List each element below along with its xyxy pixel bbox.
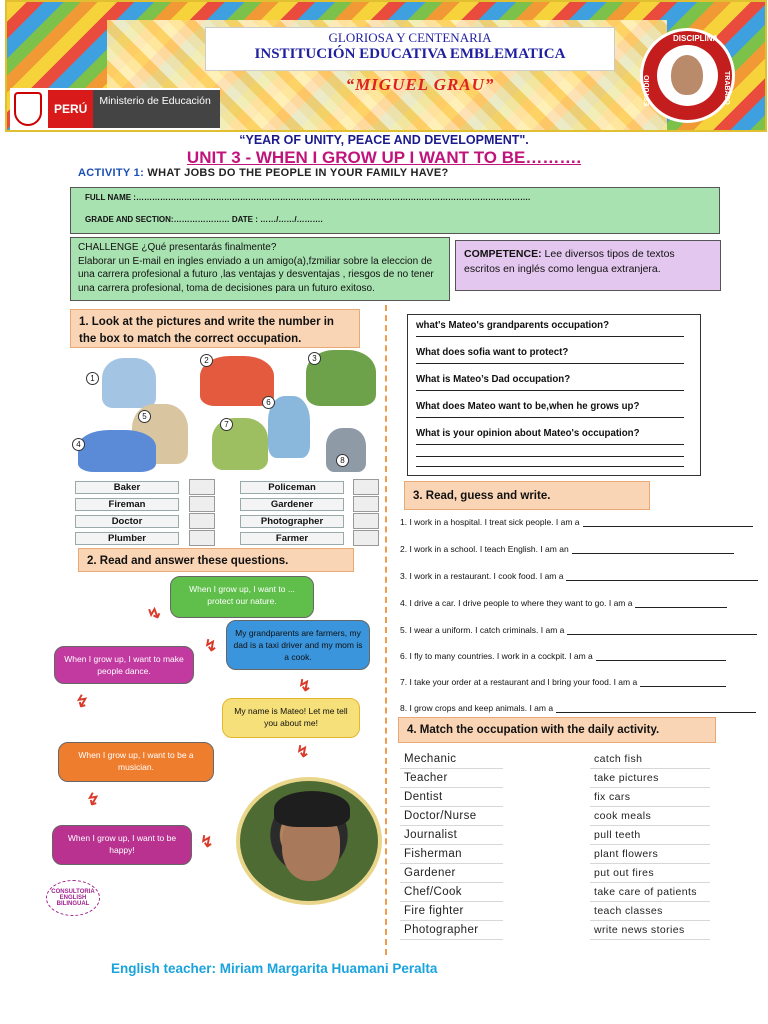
picture-number: 3: [308, 352, 321, 365]
seal-portrait-icon: [671, 55, 703, 95]
answer-line[interactable]: [640, 679, 726, 687]
zigzag-arrow-icon: ↯: [200, 834, 214, 851]
speech-bubble: My name is Mateo! Let me tell you about me!: [222, 698, 360, 738]
school-title-box: [205, 27, 615, 71]
school-name: “MIGUEL GRAU”: [345, 75, 495, 94]
activity-item[interactable]: take care of patients: [590, 883, 710, 902]
zigzag-arrow-icon: ↯: [83, 790, 102, 811]
speech-bubble: When I grow up, I want to be a musician.: [58, 742, 214, 782]
guess-text: 1. I work in a hospital. I treat sick people. I am a: [400, 517, 580, 527]
guess-text: 4. I drive a car. I drive people to where they want to go. I am a: [400, 598, 633, 608]
picture-number: 2: [200, 354, 213, 367]
zigzag-arrow-icon: ↯: [204, 638, 218, 655]
job-label: Doctor: [75, 515, 179, 528]
guess-text: 2. I work in a school. I teach English. I am an: [400, 544, 569, 554]
challenge-text: Elaborar un E-mail en ingles enviado a un amigo(a),fzmiliar sobre la eleccion de una carrera profesional a futuro ,las ventajas y desventajas , riesgos de no tener una carrera profesional, toma de decisiones para un futuro exitoso.: [78, 255, 434, 294]
guess-item: [400, 544, 734, 554]
answer-line[interactable]: [572, 546, 734, 554]
job-label: Gardener: [240, 498, 344, 511]
mateo-photo: [236, 777, 382, 905]
question-text: what's Mateo's grandparents occupation?: [416, 320, 610, 331]
seal-center: [657, 45, 718, 106]
occupation-item[interactable]: Journalist: [400, 826, 503, 845]
answer-box[interactable]: [353, 496, 379, 512]
question-item: [416, 347, 692, 374]
answer-line[interactable]: [416, 358, 684, 364]
answer-line[interactable]: [556, 705, 756, 713]
answer-box[interactable]: [189, 479, 215, 495]
peru-label: PERÚ: [48, 90, 93, 128]
guess-text: 8. I grow crops and keep animals. I am a: [400, 703, 554, 713]
school-line2: INSTITUCIÓN EDUCATIVA EMBLEMATICA: [254, 46, 566, 62]
year-line: “YEAR OF UNITY, PEACE AND DEVELOPMENT".: [239, 133, 529, 147]
peru-shield-icon: [14, 92, 42, 126]
guess-item: [400, 651, 726, 661]
picture-number: 4: [72, 438, 85, 451]
speech-bubble: My grandparents are farmers, my dad is a taxi driver and my mom is a cook.: [226, 620, 370, 670]
occupation-item[interactable]: Gardener: [400, 864, 503, 883]
section1-title: 1. Look at the pictures and write the number in the box to match the correct occupation.: [70, 309, 360, 348]
stamp-logo: CONSULTORIA ENGLISH BILINGUAL: [46, 880, 100, 916]
question-item: [416, 428, 692, 468]
guess-text: 3. I work in a restaurant. I cook food. I am a: [400, 571, 564, 581]
question-text: What is your opinion about Mateo's occupation?: [416, 428, 640, 439]
ministry-label: Ministerio de Educación: [93, 90, 220, 128]
seal-word-left: ESTUDIO: [644, 75, 651, 107]
speech-bubble: When I grow up, I want to ... protect our nature.: [170, 576, 314, 618]
occupation-item[interactable]: Chef/Cook: [400, 883, 503, 902]
activity-item[interactable]: teach classes: [590, 902, 710, 921]
guess-text: 5. I wear a uniform. I catch criminals. I am a: [400, 625, 565, 635]
picture-number: 8: [336, 454, 349, 467]
answer-line[interactable]: [566, 573, 758, 581]
question-text: What is Mateo’s Dad occupation?: [416, 374, 571, 385]
picture-number: 6: [262, 396, 275, 409]
answer-line[interactable]: [416, 412, 684, 418]
answer-box[interactable]: [189, 530, 215, 546]
plumber-picture: [102, 358, 156, 408]
activity-label: ACTIVITY 1:: [78, 167, 145, 179]
question-item: [416, 374, 692, 401]
occupation-item[interactable]: Doctor/Nurse: [400, 807, 503, 826]
occupation-item[interactable]: Dentist: [400, 788, 503, 807]
activity-item[interactable]: take pictures: [590, 769, 710, 788]
occupation-pictures: [70, 350, 380, 475]
zigzag-arrow-icon: ↯: [72, 692, 91, 713]
job-label: Farmer: [240, 532, 344, 545]
activity-line: [78, 167, 449, 179]
challenge-box: [70, 237, 450, 301]
column-divider: [385, 305, 387, 955]
picture-number: 7: [220, 418, 233, 431]
occupation-item[interactable]: Fisherman: [400, 845, 503, 864]
zigzag-arrow-icon: ↯: [144, 603, 166, 626]
guess-item: [400, 677, 726, 687]
answer-line[interactable]: [583, 519, 753, 527]
answer-line[interactable]: [416, 331, 684, 337]
section2-title: 2. Read and answer these questions.: [78, 548, 354, 572]
grade-date-field[interactable]: GRADE AND SECTION:………………… DATE : ……/……/……….: [85, 215, 323, 224]
job-label: Plumber: [75, 532, 179, 545]
guess-item: [400, 571, 758, 581]
student-info-box: [70, 187, 720, 234]
teacher-name: English teacher: Miriam Margarita Huamani Peralta: [111, 961, 438, 976]
challenge-title: CHALLENGE ¿Qué presentarás finalmente?: [78, 242, 277, 253]
guess-item: [400, 625, 757, 635]
zigzag-arrow-icon: ↯: [296, 744, 310, 761]
answer-line[interactable]: [416, 445, 684, 457]
activity-item[interactable]: pull teeth: [590, 826, 710, 845]
question-item: [416, 320, 692, 347]
answer-box[interactable]: [353, 513, 379, 529]
answer-box[interactable]: [353, 530, 379, 546]
boy-hair: [274, 791, 350, 827]
answer-line[interactable]: [567, 627, 757, 635]
job-label: Policeman: [240, 481, 344, 494]
activity-item[interactable]: cook meals: [590, 807, 710, 826]
job-label: Photographer: [240, 515, 344, 528]
occupation-item[interactable]: Mechanic: [400, 750, 503, 769]
activity-item[interactable]: catch fish: [590, 750, 710, 769]
competence-box: [455, 240, 721, 291]
unit-title: UNIT 3 - WHEN I GROW UP I WANT TO BE……….: [186, 148, 582, 167]
occupation-item[interactable]: Teacher: [400, 769, 503, 788]
activity-item[interactable]: fix cars: [590, 788, 710, 807]
guess-item: [400, 517, 753, 527]
competence-label: COMPETENCE:: [464, 248, 542, 260]
answer-line[interactable]: [416, 385, 684, 391]
activity-item[interactable]: write news stories: [590, 921, 710, 940]
answer-line[interactable]: [596, 653, 726, 661]
guess-item: [400, 703, 756, 713]
questions-box: [407, 314, 701, 476]
answer-box[interactable]: [189, 513, 215, 529]
occupation-item[interactable]: Fire fighter: [400, 902, 503, 921]
question-item: [416, 401, 692, 428]
seal-word-top: DISCIPLINA: [673, 34, 719, 43]
job-label: Baker: [75, 481, 179, 494]
speech-bubble: When I grow up, I want to make people dance.: [54, 646, 194, 684]
section3-title: 3. Read, guess and write.: [404, 481, 650, 510]
activity-item[interactable]: plant flowers: [590, 845, 710, 864]
guess-item: [400, 598, 727, 608]
answer-box[interactable]: [189, 496, 215, 512]
job-label: Fireman: [75, 498, 179, 511]
answer-line[interactable]: [635, 600, 727, 608]
seal-word-right: TRABAJO: [723, 71, 730, 105]
occupation-item[interactable]: Photographer: [400, 921, 503, 940]
ministry-logo: [10, 88, 220, 130]
speech-bubble: When I grow up, I want to be happy!: [52, 825, 192, 865]
answer-line[interactable]: [416, 457, 684, 467]
activity-item[interactable]: put out fires: [590, 864, 710, 883]
picture-number: 5: [138, 410, 151, 423]
full-name-field[interactable]: FULL NAME :………………………………………………………………………………………………………………………………….: [85, 193, 531, 202]
question-text: What does sofia want to protect?: [416, 347, 569, 358]
answer-box[interactable]: [353, 479, 379, 495]
policeman-picture: [78, 430, 156, 472]
activity-question: WHAT JOBS DO THE PEOPLE IN YOUR FAMILY HAVE?: [147, 167, 449, 179]
school-line1: GLORIOSA Y CENTENARIA: [328, 30, 492, 45]
question-text: What does Mateo want to be,when he grows up?: [416, 401, 640, 412]
competence-text: Lee diversos tipos de textos escritos en inglés como lengua extranjera.: [464, 248, 675, 275]
guess-text: 6. I fly to many countries. I work in a cockpit. I am a: [400, 651, 593, 661]
section4-title: 4. Match the occupation with the daily activity.: [398, 717, 716, 743]
guess-text: 7. I take your order at a restaurant and I bring your food. I am a: [400, 677, 638, 687]
picture-number: 1: [86, 372, 99, 385]
zigzag-arrow-icon: ↯: [298, 678, 312, 695]
school-seal: [640, 28, 735, 123]
